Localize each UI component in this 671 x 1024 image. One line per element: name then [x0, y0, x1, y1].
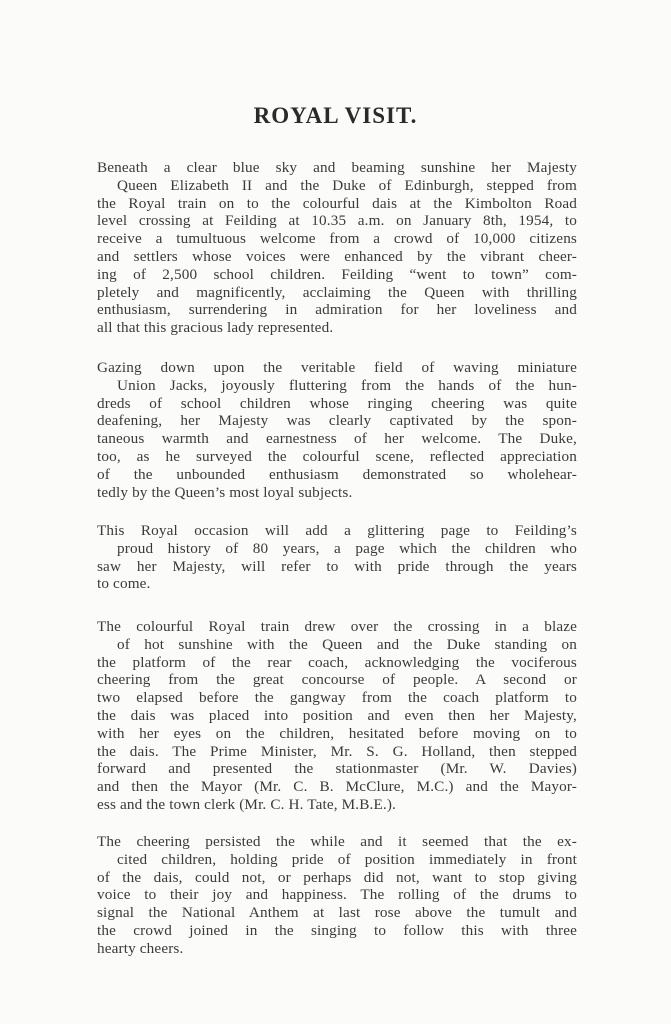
paragraph-line: and settlers whose voices were enhanced by the vibrant cheer-: [97, 247, 577, 265]
paragraph-line: the crowd joined in the singing to follow this with three: [97, 921, 577, 939]
paragraph-line: Union Jacks, joyously fluttering from the hands of the hun-: [117, 376, 577, 394]
paragraph-line: ing of 2,500 school children. Feilding “went to town” com-: [97, 265, 577, 283]
paragraph-line: and then the Mayor (Mr. C. B. McClure, M.C.) and the Mayor-: [97, 778, 577, 796]
paragraph-line: cited children, holding pride of position immediately in front: [117, 850, 577, 868]
paragraph-line: The colourful Royal train drew over the crossing in a blaze: [97, 618, 577, 635]
paragraph-line: dreds of school children whose ringing cheering was quite: [97, 394, 577, 412]
paragraph-line: level crossing at Feilding at 10.35 a.m. on January 8th, 1954, to: [97, 212, 577, 230]
paragraph-line: proud history of 80 years, a page which the children who: [117, 539, 577, 557]
paragraph-line: saw her Majesty, will refer to with pride through the years: [97, 557, 577, 575]
paragraph-line: two elapsed before the gangway from the coach platform to: [97, 689, 577, 707]
paragraph-line: the Royal train on to the colourful dais at the Kimbolton Road: [97, 194, 577, 212]
paragraph: [97, 833, 577, 958]
paragraph-line: forward and presented the stationmaster (Mr. W. Davies): [97, 760, 577, 778]
paragraph-line: of hot sunshine with the Queen and the Duke standing on: [117, 635, 577, 653]
paragraph-line: of the unbounded enthusiasm demonstrated so wholehear-: [97, 465, 577, 483]
paragraph-line: Beneath a clear blue sky and beaming sunshine her Majesty: [97, 159, 577, 176]
paragraph-line: tedly by the Queen’s most loyal subjects.: [97, 483, 353, 501]
paragraph-line: hearty cheers.: [97, 939, 184, 957]
paragraph-line: the platform of the rear coach, acknowledging the vociferous: [97, 653, 577, 671]
paragraph-line: too, as he surveyed the colourful scene, reflected appreciation: [97, 447, 577, 465]
paragraph-line: all that this gracious lady represented.: [97, 319, 334, 337]
paragraph-line: to come.: [97, 575, 151, 593]
paragraph-line: taneous warmth and earnestness of her welcome. The Duke,: [97, 430, 577, 448]
paragraph-line: of the dais, could not, or perhaps did not, want to stop giving: [97, 868, 577, 886]
paragraph-line: deafening, her Majesty was clearly captivated by the spon-: [97, 412, 577, 430]
paragraph-line: The cheering persisted the while and it seemed that the ex-: [97, 833, 577, 850]
paragraph-line: receive a tumultuous welcome from a crowd of 10,000 citizens: [97, 230, 577, 248]
page-title: ROYAL VISIT.: [253, 103, 418, 128]
paragraph-line: voice to their joy and happiness. The rolling of the drums to: [97, 886, 577, 904]
paragraph-line: the dais. The Prime Minister, Mr. S. G. Holland, then stepped: [97, 742, 577, 760]
paragraph-line: signal the National Anthem at last rose above the tumult and: [97, 904, 577, 922]
paragraph-line: ess and the town clerk (Mr. C. H. Tate, M.B.E.).: [97, 795, 397, 813]
paragraph-line: enthusiasm, surrendering in admiration for her loveliness and: [97, 301, 577, 319]
paragraph-line: Gazing down upon the veritable field of waving miniature: [97, 359, 577, 376]
paragraph-line: with her eyes on the children, hesitated before moving on to: [97, 724, 577, 742]
paragraph-line: This Royal occasion will add a glittering page to Feilding’s: [97, 522, 577, 539]
paragraph-line: Queen Elizabeth II and the Duke of Edinburgh, stepped from: [117, 176, 577, 194]
paragraph: [97, 522, 577, 593]
paragraph-line: the dais was placed into position and even then her Majesty,: [97, 706, 577, 724]
paragraph-line: pletely and magnificently, acclaiming the Queen with thrilling: [97, 283, 577, 301]
paragraph: [97, 618, 577, 814]
paragraph: [97, 159, 577, 337]
paragraph: [97, 359, 577, 501]
paragraph-line: cheering from the great concourse of people. A second or: [97, 671, 577, 689]
